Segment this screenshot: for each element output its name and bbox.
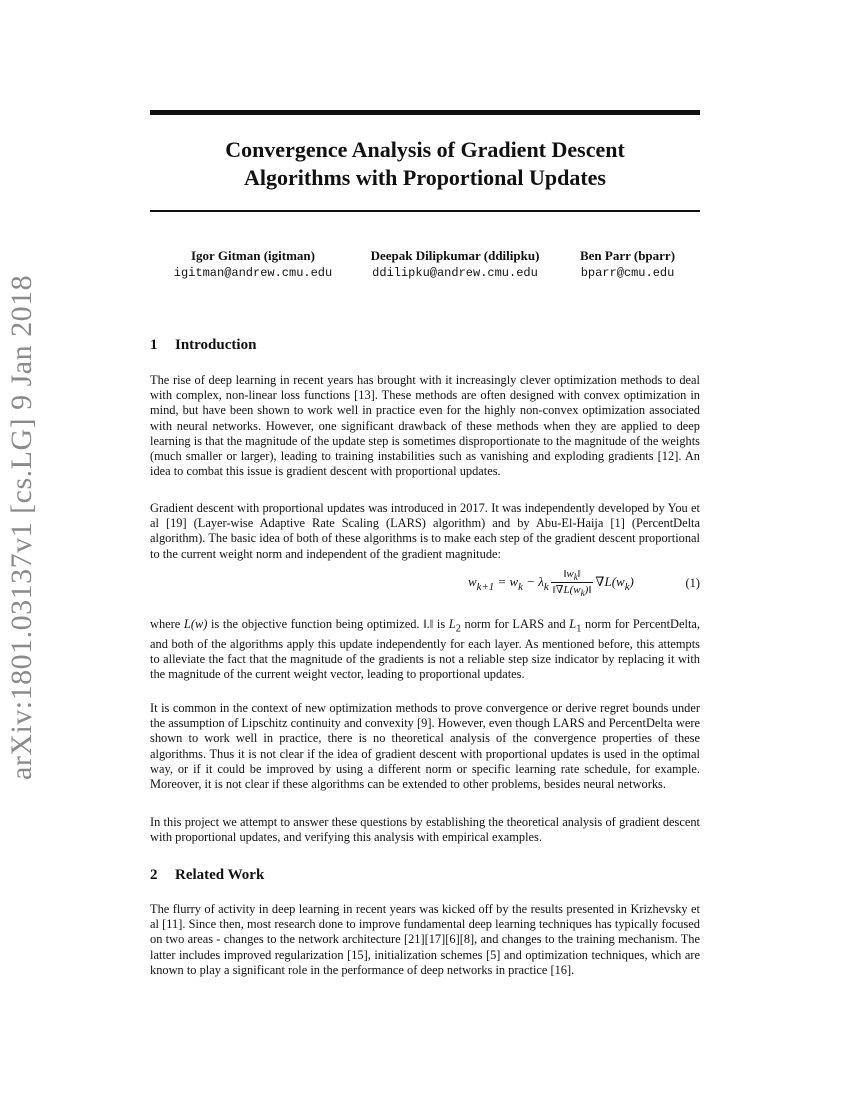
author-email: bparr@cmu.edu bbox=[580, 266, 675, 280]
paper-title bbox=[150, 136, 700, 192]
author-name: Deepak Dilipkumar (ddilipku) bbox=[370, 248, 540, 263]
title-line-1: Convergence Analysis of Gradient Descent bbox=[225, 137, 625, 162]
author-block bbox=[168, 247, 338, 282]
paragraph: Gradient descent with proportional updates was introduced in 2017. It was independently developed by You et al [19] (Layer-wise Adaptive Rate Scaling (LARS) algorithm) and by Abu-El-Haija [1] (PercentDelta algorithm). The basic idea of both of these algorithms is to make each step of the gradient descent proportional to the current weight norm and independent of the gradient magnitude: bbox=[150, 501, 700, 561]
author-name: Ben Parr (bparr) bbox=[579, 248, 676, 263]
author-block bbox=[565, 247, 690, 282]
section-heading-related-work bbox=[150, 867, 264, 884]
section-number: 2 bbox=[150, 867, 158, 883]
author-name: Igor Gitman (igitman) bbox=[191, 248, 315, 263]
author-block bbox=[355, 247, 555, 282]
author-email: igitman@andrew.cmu.edu bbox=[173, 266, 333, 280]
author-email: ddilipku@andrew.cmu.edu bbox=[372, 266, 538, 280]
section-title: Related Work bbox=[175, 867, 265, 883]
section-heading-introduction bbox=[150, 337, 256, 354]
equation-fraction: $\frac{‖w_k‖}{‖\nabla L(w_k)‖}$ bbox=[552, 568, 592, 599]
paragraph: It is common in the context of new optimization methods to prove convergence or derive regret bounds under the assumption of Lipschitz continuity and convexity [9]. However, even though LARS and PercentDelta were shown to work well in practice, there is no theoretical analysis of the convergence properties of these algorithms. Thus it is not clear if the idea of gradient descent with proportional updates is used in the optimal way, or if it could be improved by using a different norm or specific learning rate schedule, for example. Moreover, it is not clear if these algorithms can be extended to other problems, besides neural networks. bbox=[150, 701, 700, 792]
paragraph: where L(w) is the objective function being optimized. ‖.‖ is $L_2$ norm for LARS and $L_1$ norm for PercentDelta, and both of the algorithms apply this update independently for each layer. As mentioned before, this attempts to alleviate the fact that the magnitude of the gradients is not a reliable step size indicator by replacing it with the magnitude of the current weight vector, leading to proportional updates. bbox=[150, 617, 700, 682]
section-number: 1 bbox=[150, 337, 158, 353]
paragraph: The rise of deep learning in recent years has brought with it increasingly clever optimization methods to deal with complex, non-linear loss functions [13]. These methods are often designed with convex optimization in mind, but have been shown to work well in practice even for the highly non-convex optimization associated with neural networks. However, one significant drawback of these methods when they are applied to deep learning is that the magnitude of the update step is sometimes disproportionate to the magnitude of the weights (much smaller or larger), leading to training instabilities such as vanishing and exploding gradients [12]. An idea to combat this issue is gradient descent with proportional updates. bbox=[150, 373, 700, 479]
equation-1 bbox=[150, 568, 700, 608]
title-bottom-rule bbox=[150, 210, 700, 212]
title-line-2: Algorithms with Proportional Updates bbox=[244, 165, 606, 190]
equation-number: (1) bbox=[685, 576, 700, 590]
section-title: Introduction bbox=[175, 337, 257, 353]
title-top-rule bbox=[150, 110, 700, 115]
equation-body: $w_{k+1} = w_k - \lambda_k$ $\frac{‖w_k‖}{‖\nabla L(w_k)‖}$ $\nabla L(w_k)$ bbox=[468, 568, 634, 599]
paragraph: In this project we attempt to answer these questions by establishing the theoretical analysis of gradient descent with proportional updates, and verifying this analysis with empirical examples. bbox=[150, 815, 700, 845]
paragraph: The flurry of activity in deep learning in recent years was kicked off by the results presented in Krizhevsky et al [11]. Since then, most research done to improve fundamental deep learning techniques has typically focused on two areas - changes to the network architecture [21][17][6][8], and changes to the training mechanism. The latter includes improved regularization [15], initialization schemes [5] and optimization techniques, which are known to play a significant role in the performance of deep networks in practice [16]. bbox=[150, 902, 700, 977]
arxiv-identifier: arXiv:1801.03137v1 [cs.LG] 9 Jan 2018 bbox=[5, 274, 38, 780]
